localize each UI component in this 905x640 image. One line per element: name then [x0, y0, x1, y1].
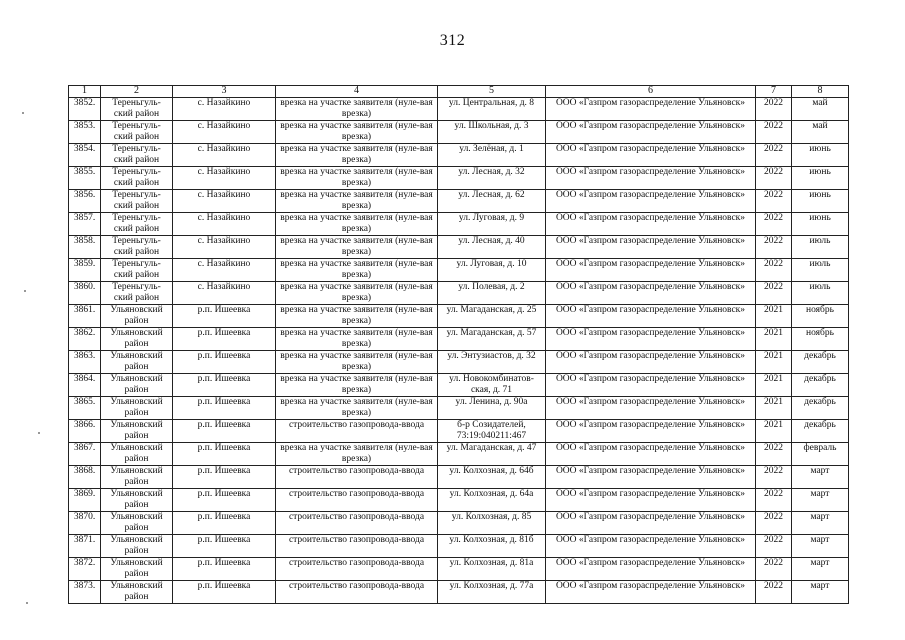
row-number: 3872.	[69, 558, 101, 581]
settlement-cell: р.п. Ишеевка	[173, 305, 276, 328]
month-cell: май	[792, 98, 849, 121]
table-row	[69, 397, 849, 420]
work-type-cell: врезка на участке заявителя (нуле-вая врезка)	[276, 167, 438, 190]
organization-cell: ООО «Газпром газораспределение Ульяновск»	[546, 397, 756, 420]
district-cell: Тереньгуль-ский район	[101, 190, 173, 213]
organization-cell: ООО «Газпром газораспределение Ульяновск»	[546, 558, 756, 581]
work-type-cell: врезка на участке заявителя (нуле-вая врезка)	[276, 236, 438, 259]
row-number: 3869.	[69, 489, 101, 512]
district-cell: Ульяновский район	[101, 328, 173, 351]
table-row	[69, 466, 849, 489]
organization-cell: ООО «Газпром газораспределение Ульяновск»	[546, 443, 756, 466]
settlement-cell: р.п. Ишеевка	[173, 443, 276, 466]
month-cell: февраль	[792, 443, 849, 466]
month-cell: март	[792, 512, 849, 535]
year-cell: 2022	[756, 581, 792, 604]
year-cell: 2021	[756, 397, 792, 420]
table-row	[69, 282, 849, 305]
organization-cell: ООО «Газпром газораспределение Ульяновск»	[546, 466, 756, 489]
district-cell: Ульяновский район	[101, 558, 173, 581]
organization-cell: ООО «Газпром газораспределение Ульяновск»	[546, 282, 756, 305]
table-row	[69, 167, 849, 190]
year-cell: 2022	[756, 121, 792, 144]
address-cell: ул. Ленина, д. 90а	[438, 397, 546, 420]
table-row	[69, 328, 849, 351]
organization-cell: ООО «Газпром газораспределение Ульяновск»	[546, 259, 756, 282]
table-row	[69, 420, 849, 443]
settlement-cell: р.п. Ишеевка	[173, 397, 276, 420]
settlement-cell: с. Назайкино	[173, 282, 276, 305]
table-row	[69, 535, 849, 558]
work-type-cell: строительство газопровода-ввода	[276, 581, 438, 604]
column-header: 5	[438, 86, 546, 98]
settlement-cell: с. Назайкино	[173, 98, 276, 121]
year-cell: 2022	[756, 512, 792, 535]
work-type-cell: строительство газопровода-ввода	[276, 466, 438, 489]
organization-cell: ООО «Газпром газораспределение Ульяновск»	[546, 374, 756, 397]
work-type-cell: врезка на участке заявителя (нуле-вая врезка)	[276, 98, 438, 121]
work-type-cell: врезка на участке заявителя (нуле-вая врезка)	[276, 305, 438, 328]
organization-cell: ООО «Газпром газораспределение Ульяновск»	[546, 420, 756, 443]
organization-cell: ООО «Газпром газораспределение Ульяновск»	[546, 351, 756, 374]
address-cell: ул. Лесная, д. 40	[438, 236, 546, 259]
settlement-cell: р.п. Ишеевка	[173, 351, 276, 374]
district-cell: Ульяновский район	[101, 305, 173, 328]
work-type-cell: строительство газопровода-ввода	[276, 489, 438, 512]
work-type-cell: строительство газопровода-ввода	[276, 420, 438, 443]
settlement-cell: с. Назайкино	[173, 167, 276, 190]
settlement-cell: р.п. Ишеевка	[173, 512, 276, 535]
year-cell: 2022	[756, 213, 792, 236]
work-type-cell: строительство газопровода-ввода	[276, 535, 438, 558]
organization-cell: ООО «Газпром газораспределение Ульяновск»	[546, 144, 756, 167]
address-cell: ул. Колхозная, д. 64б	[438, 466, 546, 489]
settlement-cell: с. Назайкино	[173, 236, 276, 259]
year-cell: 2022	[756, 489, 792, 512]
address-cell: ул. Магаданская, д. 57	[438, 328, 546, 351]
year-cell: 2022	[756, 190, 792, 213]
address-cell: ул. Колхозная, д. 81а	[438, 558, 546, 581]
month-cell: март	[792, 558, 849, 581]
address-cell: ул. Энтузиастов, д. 32	[438, 351, 546, 374]
row-number: 3873.	[69, 581, 101, 604]
organization-cell: ООО «Газпром газораспределение Ульяновск»	[546, 489, 756, 512]
row-number: 3856.	[69, 190, 101, 213]
address-cell: ул. Полевая, д. 2	[438, 282, 546, 305]
month-cell: декабрь	[792, 420, 849, 443]
row-number: 3860.	[69, 282, 101, 305]
month-cell: март	[792, 489, 849, 512]
month-cell: декабрь	[792, 397, 849, 420]
organization-cell: ООО «Газпром газораспределение Ульяновск»	[546, 213, 756, 236]
organization-cell: ООО «Газпром газораспределение Ульяновск»	[546, 535, 756, 558]
address-cell: ул. Школьная, д. 3	[438, 121, 546, 144]
district-cell: Ульяновский район	[101, 466, 173, 489]
month-cell: июль	[792, 259, 849, 282]
settlement-cell: с. Назайкино	[173, 121, 276, 144]
year-cell: 2021	[756, 351, 792, 374]
district-cell: Ульяновский район	[101, 374, 173, 397]
work-type-cell: врезка на участке заявителя (нуле-вая врезка)	[276, 328, 438, 351]
month-cell: июнь	[792, 190, 849, 213]
table-row	[69, 374, 849, 397]
address-cell: ул. Магаданская, д. 47	[438, 443, 546, 466]
address-cell: ул. Колхозная, д. 85	[438, 512, 546, 535]
row-number: 3852.	[69, 98, 101, 121]
table-row	[69, 213, 849, 236]
work-type-cell: строительство газопровода-ввода	[276, 512, 438, 535]
settlement-cell: р.п. Ишеевка	[173, 420, 276, 443]
row-number: 3858.	[69, 236, 101, 259]
month-cell: март	[792, 535, 849, 558]
row-number: 3867.	[69, 443, 101, 466]
month-cell: март	[792, 466, 849, 489]
address-cell: ул. Луговая, д. 9	[438, 213, 546, 236]
year-cell: 2021	[756, 328, 792, 351]
month-cell: декабрь	[792, 351, 849, 374]
table-row	[69, 581, 849, 604]
district-cell: Тереньгуль-ский район	[101, 213, 173, 236]
table-row	[69, 98, 849, 121]
settlement-cell: р.п. Ишеевка	[173, 581, 276, 604]
settlement-cell: с. Назайкино	[173, 259, 276, 282]
column-header: 8	[792, 86, 849, 98]
year-cell: 2021	[756, 420, 792, 443]
work-type-cell: врезка на участке заявителя (нуле-вая врезка)	[276, 351, 438, 374]
year-cell: 2022	[756, 167, 792, 190]
scan-speck	[38, 432, 40, 434]
row-number: 3863.	[69, 351, 101, 374]
address-cell: ул. Лесная, д. 32	[438, 167, 546, 190]
settlement-cell: с. Назайкино	[173, 213, 276, 236]
row-number: 3861.	[69, 305, 101, 328]
month-cell: июнь	[792, 144, 849, 167]
month-cell: май	[792, 121, 849, 144]
row-number: 3859.	[69, 259, 101, 282]
month-cell: март	[792, 581, 849, 604]
organization-cell: ООО «Газпром газораспределение Ульяновск»	[546, 190, 756, 213]
year-cell: 2022	[756, 259, 792, 282]
table-row	[69, 236, 849, 259]
row-number: 3866.	[69, 420, 101, 443]
year-cell: 2022	[756, 98, 792, 121]
address-cell: ул. Магаданская, д. 25	[438, 305, 546, 328]
organization-cell: ООО «Газпром газораспределение Ульяновск»	[546, 167, 756, 190]
table-row	[69, 144, 849, 167]
settlement-cell: р.п. Ишеевка	[173, 489, 276, 512]
organization-cell: ООО «Газпром газораспределение Ульяновск»	[546, 581, 756, 604]
address-cell: ул. Колхозная, д. 77а	[438, 581, 546, 604]
work-type-cell: врезка на участке заявителя (нуле-вая врезка)	[276, 121, 438, 144]
address-cell: ул. Колхозная, д. 64а	[438, 489, 546, 512]
district-cell: Тереньгуль-ский район	[101, 282, 173, 305]
row-number: 3857.	[69, 213, 101, 236]
address-cell: ул. Новокомбинатов-ская, д. 71	[438, 374, 546, 397]
work-type-cell: врезка на участке заявителя (нуле-вая врезка)	[276, 259, 438, 282]
address-cell: ул. Центральная, д. 8	[438, 98, 546, 121]
scan-speck	[26, 602, 28, 604]
header-row	[69, 86, 849, 98]
column-header: 7	[756, 86, 792, 98]
district-cell: Ульяновский район	[101, 420, 173, 443]
work-type-cell: врезка на участке заявителя (нуле-вая врезка)	[276, 190, 438, 213]
table-row	[69, 489, 849, 512]
district-cell: Ульяновский район	[101, 489, 173, 512]
column-header: 2	[101, 86, 173, 98]
settlement-cell: р.п. Ишеевка	[173, 374, 276, 397]
row-number: 3865.	[69, 397, 101, 420]
scan-speck	[24, 290, 26, 292]
row-number: 3862.	[69, 328, 101, 351]
district-cell: Тереньгуль-ский район	[101, 121, 173, 144]
work-type-cell: врезка на участке заявителя (нуле-вая врезка)	[276, 397, 438, 420]
year-cell: 2022	[756, 443, 792, 466]
work-type-cell: врезка на участке заявителя (нуле-вая врезка)	[276, 144, 438, 167]
month-cell: ноябрь	[792, 305, 849, 328]
table-row	[69, 190, 849, 213]
organization-cell: ООО «Газпром газораспределение Ульяновск»	[546, 305, 756, 328]
address-cell: ул. Луговая, д. 10	[438, 259, 546, 282]
month-cell: июнь	[792, 167, 849, 190]
month-cell: июль	[792, 236, 849, 259]
month-cell: июль	[792, 282, 849, 305]
row-number: 3853.	[69, 121, 101, 144]
column-header: 3	[173, 86, 276, 98]
column-header: 4	[276, 86, 438, 98]
year-cell: 2022	[756, 236, 792, 259]
table-row	[69, 558, 849, 581]
column-header: 6	[546, 86, 756, 98]
organization-cell: ООО «Газпром газораспределение Ульяновск»	[546, 236, 756, 259]
work-type-cell: врезка на участке заявителя (нуле-вая врезка)	[276, 282, 438, 305]
year-cell: 2021	[756, 305, 792, 328]
column-header: 1	[69, 86, 101, 98]
address-cell: ул. Колхозная, д. 81б	[438, 535, 546, 558]
month-cell: декабрь	[792, 374, 849, 397]
district-cell: Тереньгуль-ский район	[101, 259, 173, 282]
table-row	[69, 121, 849, 144]
district-cell: Тереньгуль-ский район	[101, 236, 173, 259]
table-row	[69, 305, 849, 328]
district-cell: Ульяновский район	[101, 535, 173, 558]
district-cell: Ульяновский район	[101, 581, 173, 604]
settlement-cell: р.п. Ишеевка	[173, 328, 276, 351]
row-number: 3855.	[69, 167, 101, 190]
year-cell: 2022	[756, 558, 792, 581]
month-cell: ноябрь	[792, 328, 849, 351]
year-cell: 2021	[756, 374, 792, 397]
year-cell: 2022	[756, 144, 792, 167]
district-cell: Ульяновский район	[101, 351, 173, 374]
work-type-cell: врезка на участке заявителя (нуле-вая врезка)	[276, 374, 438, 397]
settlement-cell: с. Назайкино	[173, 144, 276, 167]
organization-cell: ООО «Газпром газораспределение Ульяновск»	[546, 328, 756, 351]
work-type-cell: строительство газопровода-ввода	[276, 558, 438, 581]
row-number: 3868.	[69, 466, 101, 489]
settlement-cell: р.п. Ишеевка	[173, 535, 276, 558]
work-type-cell: врезка на участке заявителя (нуле-вая врезка)	[276, 443, 438, 466]
organization-cell: ООО «Газпром газораспределение Ульяновск»	[546, 121, 756, 144]
row-number: 3871.	[69, 535, 101, 558]
district-cell: Тереньгуль-ский район	[101, 144, 173, 167]
table-row	[69, 351, 849, 374]
year-cell: 2022	[756, 535, 792, 558]
address-cell: ул. Зелёная, д. 1	[438, 144, 546, 167]
page-number: 312	[439, 32, 466, 49]
organization-cell: ООО «Газпром газораспределение Ульяновск»	[546, 512, 756, 535]
month-cell: июнь	[792, 213, 849, 236]
district-cell: Ульяновский район	[101, 397, 173, 420]
row-number: 3864.	[69, 374, 101, 397]
settlement-cell: с. Назайкино	[173, 190, 276, 213]
district-cell: Тереньгуль-ский район	[101, 98, 173, 121]
work-type-cell: врезка на участке заявителя (нуле-вая врезка)	[276, 213, 438, 236]
gasification-table	[68, 85, 849, 604]
row-number: 3854.	[69, 144, 101, 167]
settlement-cell: р.п. Ишеевка	[173, 466, 276, 489]
district-cell: Тереньгуль-ский район	[101, 167, 173, 190]
address-cell: ул. Лесная, д. 62	[438, 190, 546, 213]
organization-cell: ООО «Газпром газораспределение Ульяновск»	[546, 98, 756, 121]
district-cell: Ульяновский район	[101, 512, 173, 535]
address-cell: б-р Созидателей, 73:19:040211:467	[438, 420, 546, 443]
table-row	[69, 259, 849, 282]
district-cell: Ульяновский район	[101, 443, 173, 466]
year-cell: 2022	[756, 282, 792, 305]
table-row	[69, 443, 849, 466]
settlement-cell: р.п. Ишеевка	[173, 558, 276, 581]
table-row	[69, 512, 849, 535]
row-number: 3870.	[69, 512, 101, 535]
scan-speck	[22, 112, 24, 114]
year-cell: 2022	[756, 466, 792, 489]
